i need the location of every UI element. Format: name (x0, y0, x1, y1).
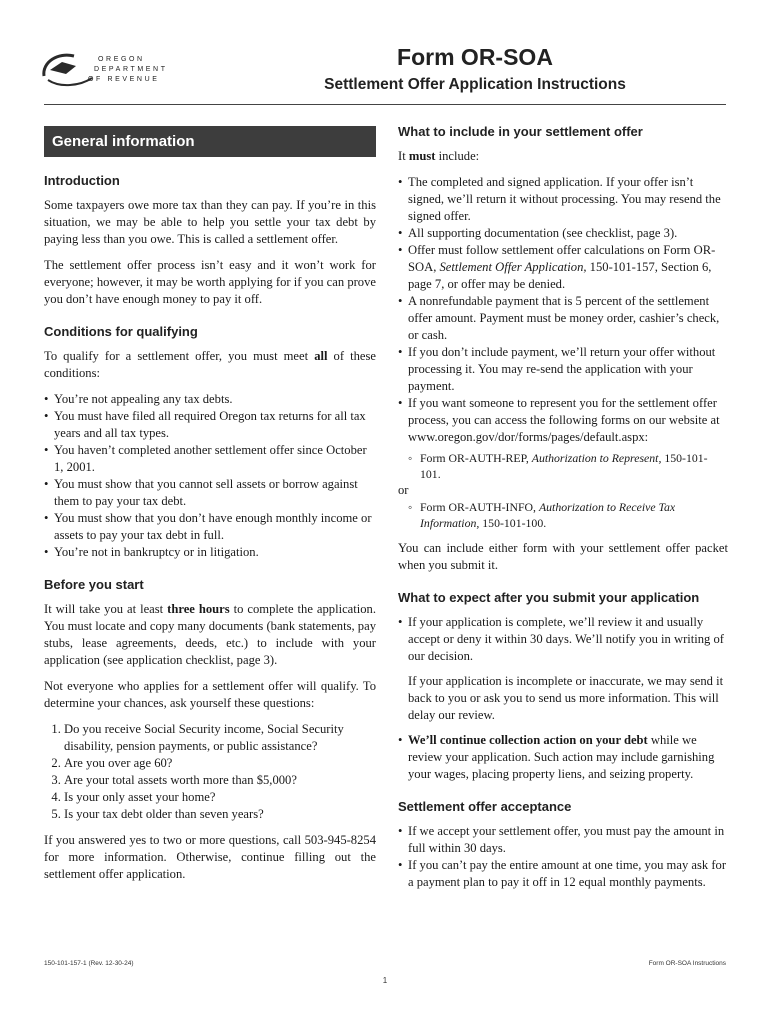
list-item: • We’ll continue collection action on your debt while we review your application. Such action may include garnishing your wages, placing property liens, and seizing property. (398, 732, 728, 783)
qualifying-questions-list (44, 721, 376, 823)
introduction-paragraph-1: Some taxpayers owe more tax than they can pay. If you’re in this situation, we may be able to help you settle your tax debt by paying less than you owe. This is called a settlement offer. (44, 198, 376, 246)
logo-line-2: DEPARTMENT (94, 66, 168, 73)
footer-form-name: Form OR-SOA Instructions (648, 960, 726, 967)
list-item: • You must have filed all required Oregon tax returns for all tax years and all tax types. (44, 408, 376, 442)
list-item: 2. Are you over age 60? (64, 755, 376, 772)
list-item: • If you can’t pay the entire amount at one time, you may ask for a payment plan to pay it off in 12 equal monthly payments. (398, 857, 728, 891)
list-item: • You must show that you cannot sell assets or borrow against them to pay your tax debt. (44, 476, 376, 510)
form-auth-info-item: ◦ Form OR-AUTH-INFO, Authorization to Receive Tax Information, 150-101-100. (398, 499, 728, 531)
before-paragraph-3: If you answered yes to two or more questions, call 503-945-8254 for more information. Otherwise, continue filling out the settlement offer application. (44, 833, 376, 881)
form-title: Form OR-SOA (397, 44, 553, 70)
oregon-revenue-logo (40, 50, 170, 90)
left-column (44, 124, 376, 892)
before-you-start-heading: Before you start (44, 577, 144, 592)
form-auth-rep-item: ◦ Form OR-AUTH-REP, Authorization to Represent, 150-101-101. (398, 450, 728, 482)
logo-line-3: OF REVENUE (88, 76, 160, 83)
list-item: • A nonrefundable payment that is 5 percent of the settlement offer amount. Payment must be money order, cashier’s check, or cash. (398, 293, 728, 344)
general-information-banner: General information (44, 126, 376, 157)
include-closing: You can include either form with your settlement offer packet when you submit it. (398, 541, 728, 572)
introduction-paragraph-2: The settlement offer process isn’t easy and it won’t work for everyone; however, it may be worth applying for if you can prove you don’t have enough money to pay it off. (44, 258, 376, 306)
right-column (398, 124, 728, 900)
list-item: 4. Is your only asset your home? (64, 789, 376, 806)
form-subtitle: Settlement Offer Application Instructions (324, 76, 626, 93)
list-item: • You’re not appealing any tax debts. (44, 391, 376, 408)
what-to-include-heading: What to include in your settlement offer (398, 124, 643, 139)
list-item: 1. Do you receive Social Security income, Social Security disability, pension payments, or public assistance? (64, 721, 376, 755)
include-intro: It must include: (398, 149, 480, 163)
before-paragraph-1: It will take you at least three hours to complete the application. You must locate and copy many documents (bank statements, pay stubs, lease agreements, deeds, etc.) to include with your application (see application checklist, page 3). (44, 602, 376, 667)
list-item: • All supporting documentation (see checklist, page 3). (398, 225, 728, 242)
expect-list (398, 614, 728, 783)
list-item: 5. Is your tax debt older than seven years? (64, 806, 376, 823)
list-item: • You must show that you don’t have enough monthly income or assets to pay your tax debt in full. (44, 510, 376, 544)
list-item: • If we accept your settlement offer, you must pay the amount in full within 30 days. (398, 823, 728, 857)
list-item: • Offer must follow settlement offer calculations on Form OR-SOA, Settlement Offer Application, 150-101-157, Section 6, page 7, or offer may be denied. (398, 242, 728, 293)
expect-subparagraph: If your application is incomplete or inaccurate, we may send it back to you or ask you to send us more information. This will delay our review. (408, 674, 724, 722)
page-number: 1 (382, 976, 388, 985)
conditions-list (44, 391, 376, 561)
conditions-intro: To qualify for a settlement offer, you must meet all of these conditions: (44, 349, 376, 380)
oregon-logo-icon (40, 50, 96, 90)
include-list (398, 174, 728, 446)
list-item: • You haven’t completed another settlement offer since October 1, 2001. (44, 442, 376, 476)
form-revision-number: 150-101-157-1 (Rev. 12-30-24) (44, 960, 134, 967)
or-separator: or (398, 483, 409, 497)
list-item: • If you don’t include payment, we’ll return your offer without processing it. You may re-send the application with your payment. (398, 344, 728, 395)
what-to-expect-heading: What to expect after you submit your application (398, 590, 700, 605)
list-item: 3. Are your total assets worth more than $5,000? (64, 772, 376, 789)
introduction-heading: Introduction (44, 173, 120, 188)
header-divider (44, 104, 726, 105)
acceptance-heading: Settlement offer acceptance (398, 799, 572, 814)
acceptance-list (398, 823, 728, 891)
list-item: • If you want someone to represent you for the settlement offer process, you can access the following forms on our website at www.oregon.gov/dor/forms/pages/default.aspx: (398, 395, 728, 446)
conditions-heading: Conditions for qualifying (44, 324, 198, 339)
list-item: • If your application is complete, we’ll review it and usually accept or deny it within 30 days. We’ll notify you in writing of our decision. If your application is incomplete or inaccurate, we may send it back to you or ask you to send us more information. This will delay our review. (398, 614, 728, 724)
list-item: • You’re not in bankruptcy or in litigation. (44, 544, 376, 561)
before-paragraph-2: Not everyone who applies for a settlement offer will qualify. To determine your chances, ask yourself these questions: (44, 679, 376, 710)
list-item: • The completed and signed application. If your offer isn’t signed, we’ll return it without processing. You may resend the signed offer. (398, 174, 728, 225)
logo-line-1: OREGON (98, 56, 145, 63)
